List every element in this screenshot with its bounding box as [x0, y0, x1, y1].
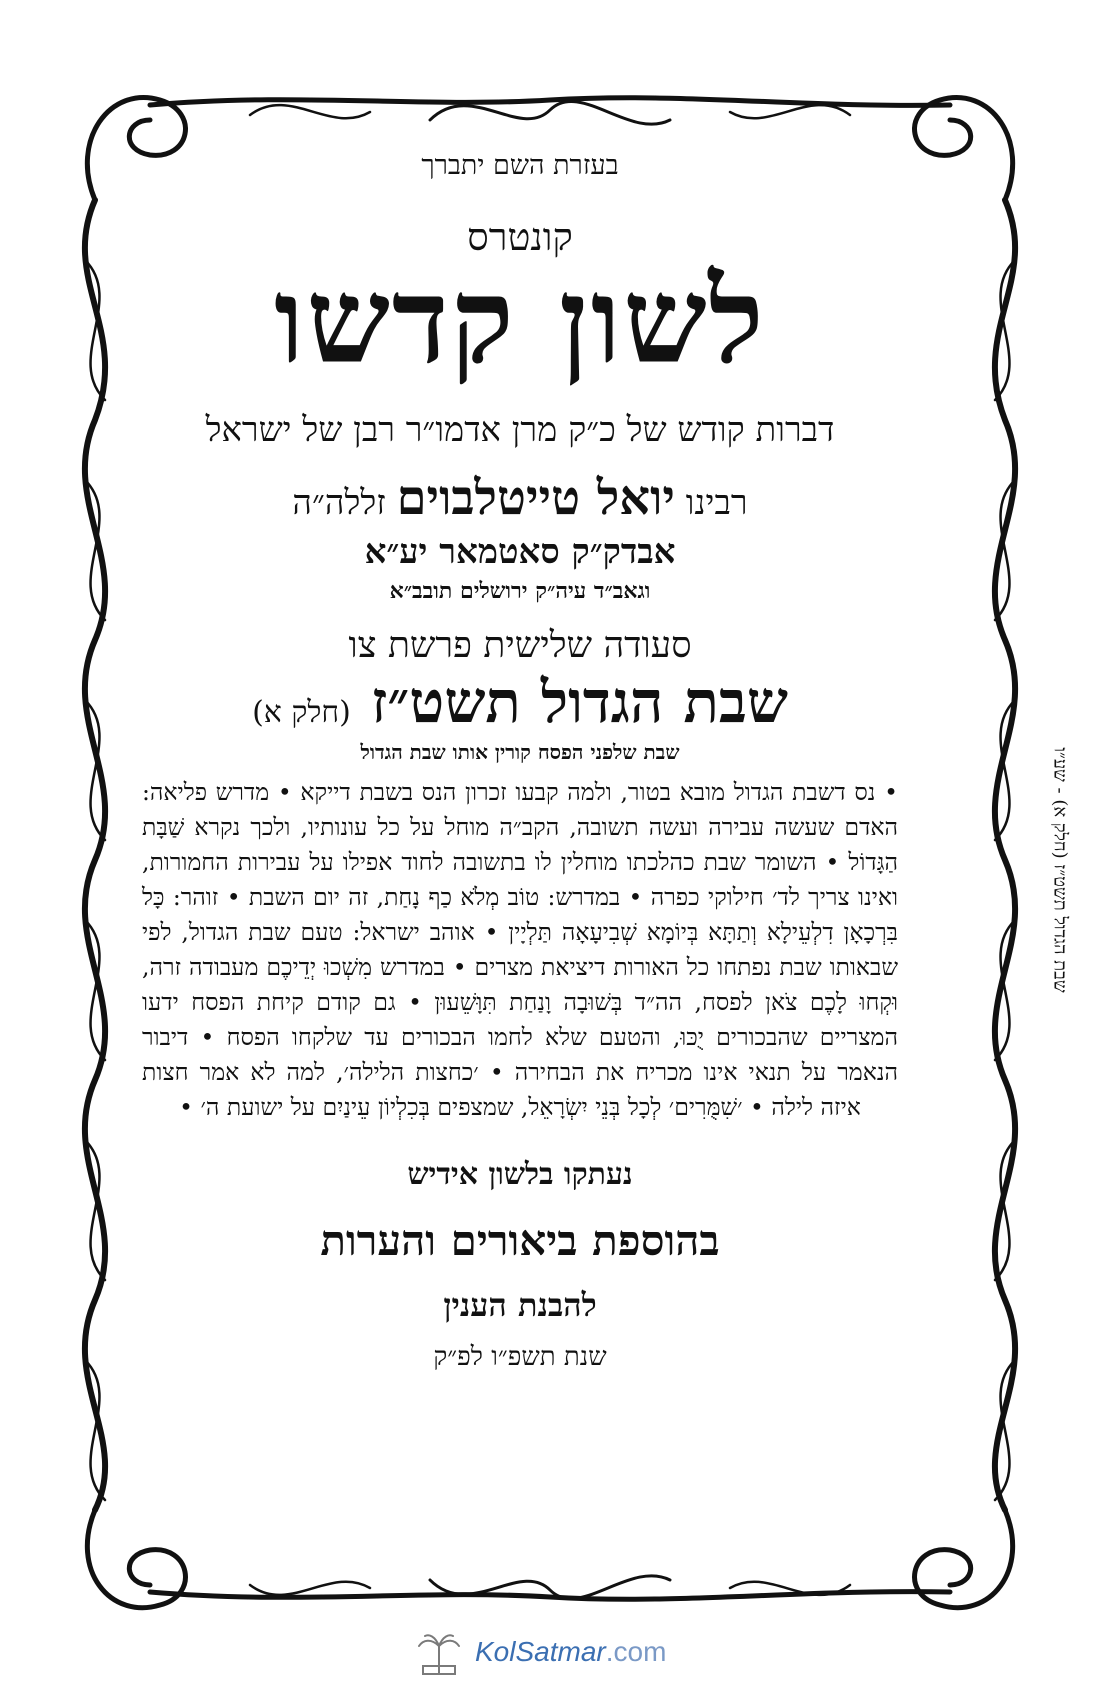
logo-brand: KolSatmar: [475, 1636, 606, 1667]
shabbos-hagadol-title: [140, 668, 900, 736]
rabbeinu-word: רבינו: [685, 483, 748, 523]
translated-yiddish-line: נעתקו בלשון אידיש: [407, 1157, 633, 1192]
rebbe-name: יואל טייטלבוים: [396, 470, 675, 526]
title-page-content: [140, 150, 900, 1372]
logo-wordmark: [475, 1636, 666, 1668]
year-line: שנת תשפ״ו לפ״ק: [433, 1342, 607, 1372]
invocation-line: בעזרת השם יתברך: [421, 150, 619, 181]
logo-domain: .com: [605, 1636, 667, 1667]
avd-satmar-line: אבדק״ק סאטמאר יע״א: [364, 532, 676, 572]
shabbos-hagadol-text: שבת הגדול תשט״ז: [371, 668, 788, 736]
subtitle-line: שבת שלפני הפסח קורין אותו שבת הגדול: [360, 740, 680, 764]
zllh-abbrev: זללה״ה: [292, 483, 386, 523]
topics-summary: • נס דשבת הגדול מובא בטור, ולמה קבעו זכרון הנס בשבת דייקא • מדרש פליאה: האדם שעשה עבירה ועשה תשובה, הקב״ה מוחל על כל עונותיו, ולכך נקרא שַׁבָּת הַגָּדוֹל • השומר שבת כהלכתו מוחלין לו בתשובה לחוד אפילו על עבירות החמורות, ואינו צריך לד׳ חילוקי כפרה • במדרש: טוֹב מְלֹא כַף נָחַת, זה יום השבת • זוהר: כָּל בִּרְכָאָן דִלְעֵילָא וְתַתָּא בְּיוֹמָא שְׁבִיעָאָה תַּלְיָין • אוהב ישראל: טעם שבת הגדול, לפי שבאותו שבת נפתחו כל האורות דיציאת מצרים • במדרש מִשְׁכוּ יְדֵיכֶם מעבודה זרה, וּקְחוּ לָכֶם צֹאן לפסח, הה״ד בְּשׁוּבָה וָנַחַת תִּוָּשֵׁעוּן • גם קודם קיחת הפסח ידעו המצריים שהבכורים יֻכּוּ, והטעם שלא לחמו הבכורים עד שלקחו הפסח • דיבור הנאמר על תנאי אינו מכריח את הבחירה • ׳כחצות הלילה׳, למה לא אמר חצות איזה לילה • ׳שִׁמֻּרִים׳ לְכָל בְּנֵי יִשְׂרָאֵל, שמצפים בְּכִלְיוֹן עֵינַיִם על ישועת ה׳ •: [142, 778, 898, 1121]
part-label: (חלק א): [252, 695, 351, 730]
divrei-kodesh-line: דברות קודש של כ״ק מרן אדמו״ר רבן של ישראל: [205, 410, 835, 450]
side-label-text: שבת הגדול תשט״ז (חלק א) - שע״ו: [1049, 747, 1071, 993]
palm-book-logo-icon: [415, 1630, 463, 1678]
rebbe-name-line: [140, 470, 900, 526]
seuda-line: סעודה שלישית פרשת צו: [348, 625, 692, 666]
kolsatmar-logo[interactable]: [415, 1630, 685, 1680]
gav-jerusalem-line: וגאב״ד עיה״ק ירושלים תובב״א: [389, 578, 651, 604]
additions-line: בהוספת ביאורים והערות: [320, 1216, 720, 1265]
main-title: לשון קדשו: [274, 251, 766, 390]
side-running-header: [1040, 747, 1080, 993]
kuntres-label: קונטרס: [467, 215, 573, 259]
understanding-line: להבנת הענין: [443, 1286, 597, 1324]
